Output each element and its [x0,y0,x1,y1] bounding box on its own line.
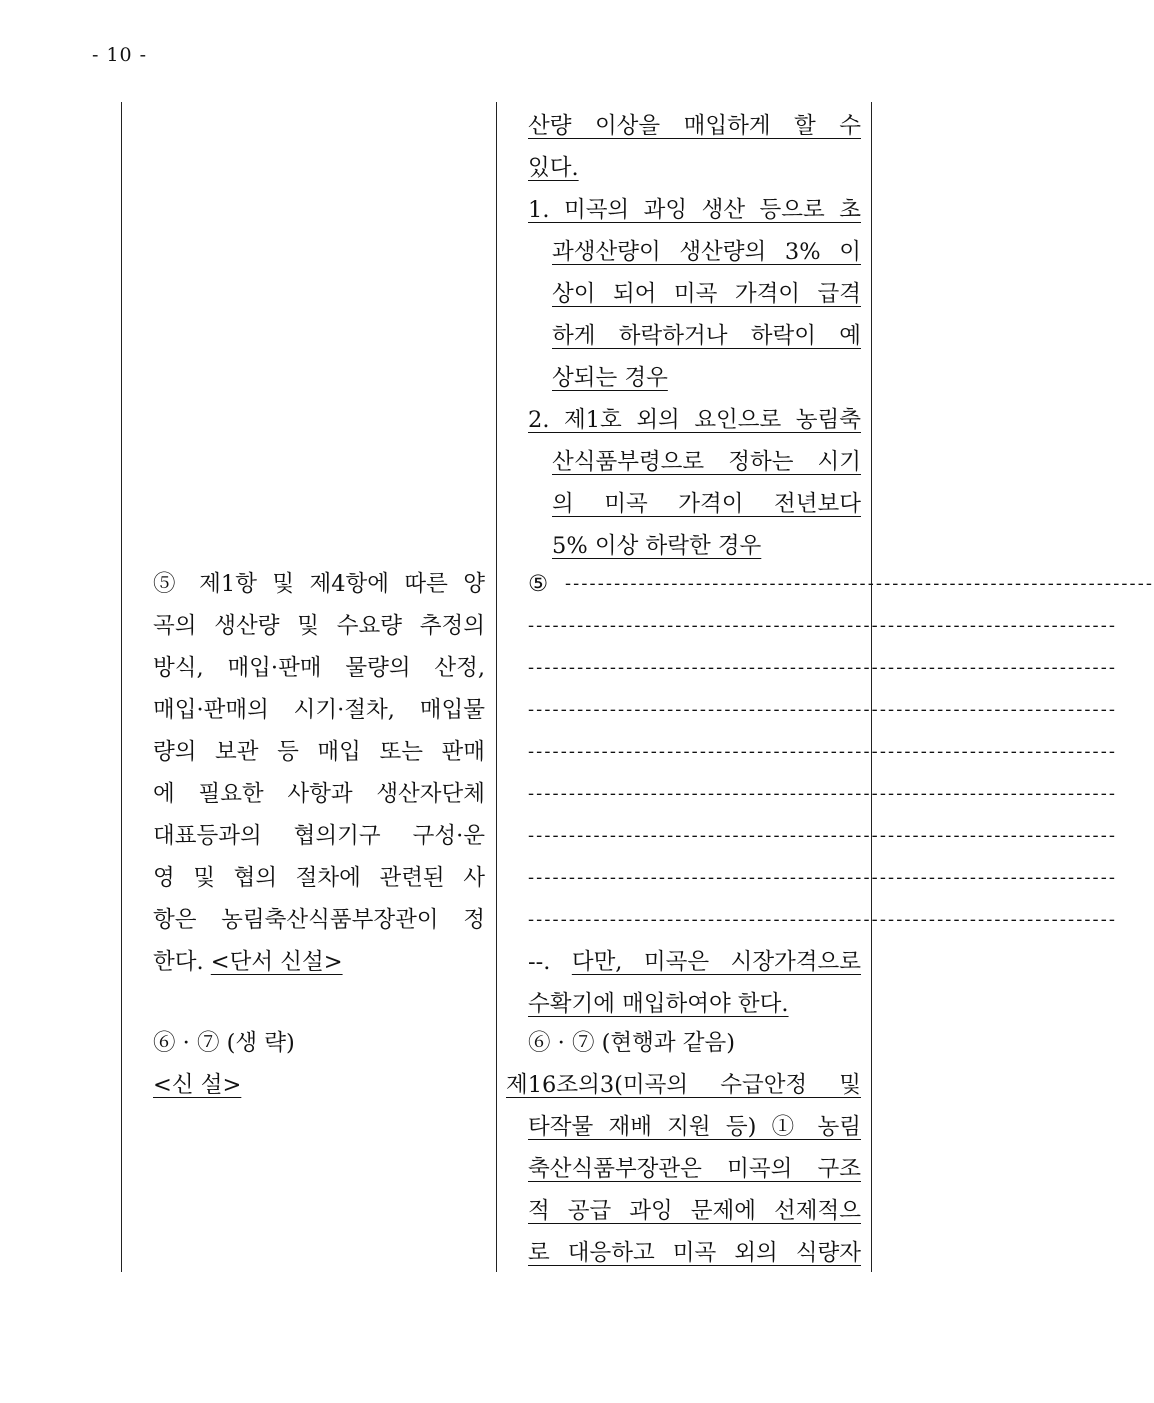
left-para5-line: ⑤ 제1항 및 제4항에 따른 양 [153,571,485,597]
left-para5-line: 대표등과의 협의기구 구성·운 [153,823,485,849]
item2-line: 의 미곡 가격이 전년보다 [552,491,861,517]
same-as-current-dashes: ------------------------------------------------------------------------ [528,699,1118,720]
right-top-line: 있다. [528,155,579,181]
same-as-current-dashes: ------------------------------------------------------------------------ [528,741,1118,762]
same-as-current-dashes: ------------------------------------------------------------------------ [528,615,1118,636]
item1-line: 상이 되어 미곡 가격이 급격 [552,281,861,307]
right-para5-proviso-line2: 수확기에 매입하여야 한다. [528,991,789,1017]
left-para5-line: 곡의 생산량 및 수요량 추정의 [153,613,485,639]
section16-3-line: 제16조의3(미곡의 수급안정 및 [506,1072,861,1098]
section16-3-line: 축산식품부장관은 미곡의 구조 [528,1156,861,1182]
section16-3-line: 로 대응하고 미곡 외의 식량자 [528,1240,861,1266]
proviso-new-note: <단서 신설> [210,949,343,975]
right-para5-proviso: 다만, 미곡은 시장가격으로 [571,949,861,975]
item2-line: 2. 제1호 외의 요인으로 농림축 [528,407,861,433]
right-para5-tail-plain: --. [528,949,572,975]
section16-3-line: 타작물 재배 지원 등) ① 농림 [528,1114,861,1140]
right-para5-marker: ⑤ [528,571,549,597]
item2-line: 산식품부령으로 정하는 시기 [552,449,861,475]
right-para5-proviso-line [528,941,861,983]
left-para5-line: 에 필요한 사항과 생산자단체 [153,781,485,807]
table-right-border [871,102,872,1272]
left-para5-line: 방식, 매입·판매 물량의 산정, [153,655,485,681]
left-para5-line: 매입·판매의 시기·절차, 매입물 [153,697,485,723]
item2-line: 5% 이상 하락한 경우 [552,533,762,559]
section16-3-line: 적 공급 과잉 문제에 선제적으 [528,1198,861,1224]
table-column-divider [496,102,497,1272]
same-as-current-dashes: ------------------------------------------------------------------------ [565,573,1154,594]
left-para5-line: 항은 농림축산식품부장관이 정 [153,907,485,933]
table-left-border [121,102,122,1272]
same-as-current-dashes: ------------------------------------------------------------------------ [528,657,1118,678]
same-as-current-dashes: ------------------------------------------------------------------------ [528,783,1118,804]
item1-line: 하게 하락하거나 하락이 예 [552,323,861,349]
left-para5-last-line [153,941,485,983]
left-para5-last-plain: 한다. [153,949,211,975]
left-para67: ⑥ · ⑦ (생 략) [153,1030,295,1056]
right-para67: ⑥ · ⑦ (현행과 같음) [528,1030,735,1056]
item1-line: 1. 미곡의 과잉 생산 등으로 초 [528,197,861,223]
item1-line: 과생산량이 생산량의 3% 이 [552,239,861,265]
left-para5-line: 량의 보관 등 매입 또는 판매 [153,739,485,765]
same-as-current-dashes: ------------------------------------------------------------------------ [528,825,1118,846]
left-new-section-note: <신 설> [153,1072,242,1098]
left-para5-line: 영 및 협의 절차에 관련된 사 [153,865,485,891]
item1-line: 상되는 경우 [552,365,668,391]
page-number: - 10 - [92,44,148,66]
right-top-line: 산량 이상을 매입하게 할 수 [528,113,861,139]
same-as-current-dashes: ------------------------------------------------------------------------ [528,867,1118,888]
same-as-current-dashes: ------------------------------------------------------------------------ [528,909,1118,930]
